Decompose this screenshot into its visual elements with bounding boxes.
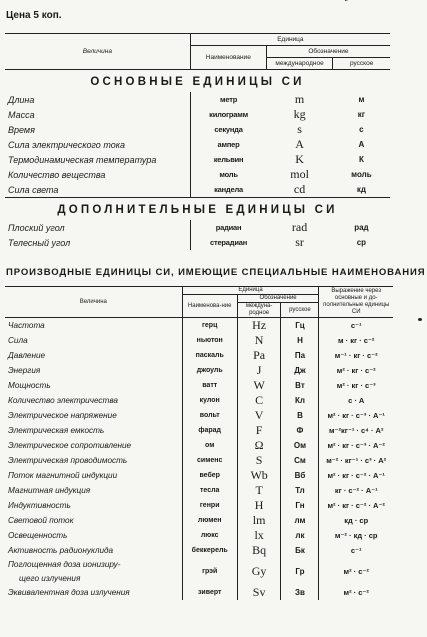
unit-rus-symbol: В bbox=[281, 408, 319, 423]
section-base-title: ОСНОВНЫЕ ЕДИНИЦЫ СИ bbox=[90, 76, 305, 88]
unit-name: килограмм bbox=[190, 107, 266, 122]
unit-rus-symbol: Ом bbox=[281, 438, 319, 453]
table-row bbox=[5, 408, 393, 423]
unit-rus-symbol: Ф bbox=[281, 423, 319, 438]
unit-rus-symbol: ср bbox=[356, 238, 367, 247]
header2-quantity: Величина bbox=[5, 287, 182, 318]
header2-expr: Выражение через основные и до-полнительные единицы СИ bbox=[319, 287, 393, 318]
derived-quantity: Сила bbox=[8, 336, 28, 345]
unit-name: джоуль bbox=[182, 363, 237, 378]
unit-expression: с⁻¹ bbox=[319, 543, 393, 558]
unit-name: радиан bbox=[190, 220, 266, 235]
unit-intl-symbol: H bbox=[237, 498, 281, 513]
unit-rus-symbol: Вб bbox=[281, 468, 319, 483]
unit-quantity: Длина bbox=[8, 94, 35, 105]
unit-intl-symbol: A bbox=[295, 137, 304, 151]
table-row bbox=[5, 453, 393, 468]
derived-quantity: Освещенность bbox=[8, 531, 68, 540]
unit-name: люмен bbox=[182, 513, 237, 528]
unit-intl-symbol: C bbox=[237, 393, 281, 408]
table-row bbox=[5, 235, 390, 250]
table-row bbox=[5, 483, 393, 498]
unit-intl-symbol: Pa bbox=[237, 348, 281, 363]
unit-rus-symbol: Н bbox=[281, 333, 319, 348]
unit-name: грэй bbox=[182, 558, 237, 585]
unit-expression: кг · с⁻² · А⁻¹ bbox=[319, 483, 393, 498]
unit-name: кулон bbox=[182, 393, 237, 408]
unit-rus-symbol: Кл bbox=[281, 393, 319, 408]
table-row bbox=[5, 92, 390, 107]
header-unit: Единица bbox=[190, 34, 390, 46]
unit-name: вебер bbox=[182, 468, 237, 483]
table-row bbox=[5, 122, 390, 137]
unit-name: зиверт bbox=[182, 585, 237, 600]
unit-intl-symbol: J bbox=[237, 363, 281, 378]
unit-intl-symbol: sr bbox=[295, 235, 304, 249]
unit-rus-symbol: лм bbox=[281, 513, 319, 528]
derived-quantity-cont: щего излучения bbox=[19, 573, 81, 583]
unit-rus-symbol: А bbox=[358, 140, 365, 149]
unit-expression: м² · кг · с⁻³ · А⁻¹ bbox=[319, 408, 393, 423]
unit-name: стерадиан bbox=[190, 235, 266, 250]
unit-name: сименс bbox=[182, 453, 237, 468]
unit-name: секунда bbox=[190, 122, 266, 137]
unit-rus-symbol: м bbox=[358, 95, 365, 104]
derived-quantity: Количество электричества bbox=[8, 396, 118, 405]
header2-unit: Единица bbox=[182, 287, 319, 295]
table-row bbox=[5, 152, 390, 167]
unit-expression: м⁻² · кд · ср bbox=[319, 528, 393, 543]
unit-intl-symbol: Sv bbox=[237, 585, 281, 600]
unit-rus-symbol: К bbox=[358, 155, 364, 164]
unit-expression: м² · с⁻² bbox=[319, 558, 393, 585]
table-row bbox=[5, 558, 393, 571]
unit-expression: м⁻² · кг⁻¹ · с³ · А² bbox=[319, 453, 393, 468]
section-supp-title: ДОПОЛНИТЕЛЬНЫЕ ЕДИНИЦЫ СИ bbox=[57, 204, 338, 216]
unit-name: беккерель bbox=[182, 543, 237, 558]
derived-units-table bbox=[5, 286, 393, 600]
unit-expression: с⁻¹ bbox=[319, 318, 393, 334]
unit-rus-symbol: Зв bbox=[281, 585, 319, 600]
derived-quantity: Электрическое сопротивление bbox=[8, 441, 132, 450]
table-row bbox=[5, 543, 393, 558]
derived-quantity: Поглощенная доза ионизиру- bbox=[8, 560, 121, 570]
table-row bbox=[5, 182, 390, 198]
unit-rus-symbol: моль bbox=[351, 170, 372, 179]
unit-name: метр bbox=[190, 92, 266, 107]
header2-name: Наименова-ние bbox=[182, 295, 237, 318]
unit-expression: с · А bbox=[319, 393, 393, 408]
table-row bbox=[5, 438, 393, 453]
base-units-table bbox=[5, 33, 390, 250]
header-name: Наименование bbox=[190, 46, 266, 70]
unit-expression: м² · кг · с⁻² · А⁻¹ bbox=[319, 468, 393, 483]
unit-rus-symbol: Вт bbox=[281, 378, 319, 393]
derived-quantity: Энергия bbox=[8, 366, 41, 375]
unit-intl-symbol: s bbox=[297, 122, 302, 136]
header-designation: Обозначение bbox=[266, 46, 390, 58]
unit-name: моль bbox=[190, 167, 266, 182]
header2-designation: Обозначение bbox=[237, 295, 319, 303]
table-row bbox=[5, 167, 390, 182]
table-row bbox=[5, 220, 390, 235]
table-row bbox=[5, 348, 393, 363]
unit-rus-symbol: См bbox=[281, 453, 319, 468]
unit-rus-symbol: кд bbox=[356, 185, 366, 194]
unit-quantity: Плоский угол bbox=[8, 222, 65, 233]
table-row bbox=[5, 468, 393, 483]
derived-quantity: Индуктивность bbox=[8, 501, 71, 510]
table-row bbox=[5, 363, 393, 378]
unit-name: тесла bbox=[182, 483, 237, 498]
unit-intl-symbol: W bbox=[237, 378, 281, 393]
unit-intl-symbol: Gy bbox=[237, 558, 281, 585]
unit-quantity: Количество вещества bbox=[8, 169, 106, 180]
header-rus: русское bbox=[333, 58, 390, 70]
unit-intl-symbol: N bbox=[237, 333, 281, 348]
ink-dot bbox=[418, 318, 422, 321]
unit-rus-symbol: Па bbox=[281, 348, 319, 363]
unit-name: ом bbox=[182, 438, 237, 453]
unit-rus-symbol: лк bbox=[281, 528, 319, 543]
derived-quantity: Электрическая емкость bbox=[8, 426, 105, 435]
unit-name: герц bbox=[182, 318, 237, 334]
unit-intl-symbol: Bq bbox=[237, 543, 281, 558]
table-row bbox=[5, 318, 393, 334]
table-row bbox=[5, 528, 393, 543]
table-row bbox=[5, 423, 393, 438]
unit-expression: м² · кг · с⁻² bbox=[319, 363, 393, 378]
unit-rus-symbol: Бк bbox=[281, 543, 319, 558]
unit-quantity: Масса bbox=[8, 109, 35, 120]
table-row bbox=[5, 498, 393, 513]
unit-rus-symbol: Гр bbox=[281, 558, 319, 585]
derived-quantity: Эквивалентная доза излучения bbox=[8, 587, 130, 597]
unit-rus-symbol: Дж bbox=[281, 363, 319, 378]
unit-rus-symbol: Гц bbox=[281, 318, 319, 334]
derived-quantity: Электрическая проводимость bbox=[8, 456, 128, 465]
unit-intl-symbol: cd bbox=[293, 182, 306, 196]
unit-quantity: Сила электрического тока bbox=[8, 139, 125, 150]
unit-quantity: Термодинамическая температура bbox=[8, 154, 157, 165]
unit-name: генри bbox=[182, 498, 237, 513]
unit-intl-symbol: Hz bbox=[237, 318, 281, 334]
unit-quantity: Сила света bbox=[8, 184, 59, 195]
derived-quantity: Электрическое напряжение bbox=[8, 411, 117, 420]
unit-name: паскаль bbox=[182, 348, 237, 363]
unit-name: ватт bbox=[182, 378, 237, 393]
unit-name: ампер bbox=[190, 137, 266, 152]
unit-expression: м⁻¹ · кг · с⁻² bbox=[319, 348, 393, 363]
unit-name: фарад bbox=[182, 423, 237, 438]
unit-name: кандела bbox=[190, 182, 266, 198]
header2-intl: междуна-родное bbox=[237, 303, 281, 318]
unit-intl-symbol: F bbox=[237, 423, 281, 438]
unit-intl-symbol: Wb bbox=[237, 468, 281, 483]
unit-expression: м² · с⁻² bbox=[319, 585, 393, 600]
table-row bbox=[5, 378, 393, 393]
unit-name: люкс bbox=[182, 528, 237, 543]
unit-intl-symbol: lx bbox=[237, 528, 281, 543]
unit-rus-symbol: рад bbox=[354, 223, 369, 232]
header-intl: международное bbox=[266, 58, 332, 70]
unit-intl-symbol: mol bbox=[290, 167, 309, 181]
derived-quantity: Давление bbox=[8, 351, 46, 360]
unit-name: ньютон bbox=[182, 333, 237, 348]
unit-intl-symbol: m bbox=[294, 92, 305, 106]
derived-units-title: ПРОИЗВОДНЫЕ ЕДИНИЦЫ СИ, ИМЕЮЩИЕ СПЕЦИАЛЬНЫЕ НАИМЕНОВАНИЯ bbox=[6, 267, 426, 278]
table-row bbox=[5, 137, 390, 152]
unit-rus-symbol: с bbox=[359, 125, 364, 134]
table-row bbox=[5, 585, 393, 600]
unit-quantity: Телесный угол bbox=[8, 237, 71, 248]
derived-quantity: Мощность bbox=[8, 381, 51, 390]
unit-expression: м · кг · с⁻² bbox=[319, 333, 393, 348]
derived-quantity: Поток магнитной индукции bbox=[8, 471, 118, 480]
price-label: Цена 5 коп. bbox=[6, 10, 62, 21]
unit-expression: м² · кг · с⁻² · А⁻² bbox=[319, 498, 393, 513]
derived-quantity: Частота bbox=[8, 321, 45, 330]
unit-rus-symbol: кг bbox=[357, 110, 366, 119]
unit-intl-symbol: T bbox=[237, 483, 281, 498]
unit-rus-symbol: Гн bbox=[281, 498, 319, 513]
unit-intl-symbol: Ω bbox=[237, 438, 281, 453]
table-row bbox=[5, 513, 393, 528]
unit-name: кельвин bbox=[190, 152, 266, 167]
unit-intl-symbol: V bbox=[237, 408, 281, 423]
unit-expression: м² · кг · с⁻³ bbox=[319, 378, 393, 393]
derived-quantity: Световой поток bbox=[8, 516, 74, 525]
unit-intl-symbol: rad bbox=[291, 220, 308, 234]
unit-intl-symbol: kg bbox=[293, 107, 306, 121]
derived-quantity: Активность радионуклида bbox=[8, 546, 114, 555]
unit-expression: м⁻²кг⁻¹ · с⁴ · А² bbox=[319, 423, 393, 438]
header-quantity: Величина bbox=[5, 34, 190, 70]
unit-intl-symbol: K bbox=[295, 152, 304, 166]
table-row bbox=[5, 107, 390, 122]
unit-expression: м² · кг · с⁻³ · А⁻² bbox=[319, 438, 393, 453]
table-row bbox=[5, 333, 393, 348]
unit-quantity: Время bbox=[8, 124, 35, 135]
derived-quantity: Магнитная индукция bbox=[8, 486, 91, 495]
unit-intl-symbol: lm bbox=[237, 513, 281, 528]
header2-rus: русское bbox=[281, 303, 319, 318]
unit-rus-symbol: Тл bbox=[281, 483, 319, 498]
unit-expression: кд · ср bbox=[319, 513, 393, 528]
table-row bbox=[5, 393, 393, 408]
pen-stroke bbox=[345, 0, 393, 1]
unit-name: вольт bbox=[182, 408, 237, 423]
unit-intl-symbol: S bbox=[237, 453, 281, 468]
